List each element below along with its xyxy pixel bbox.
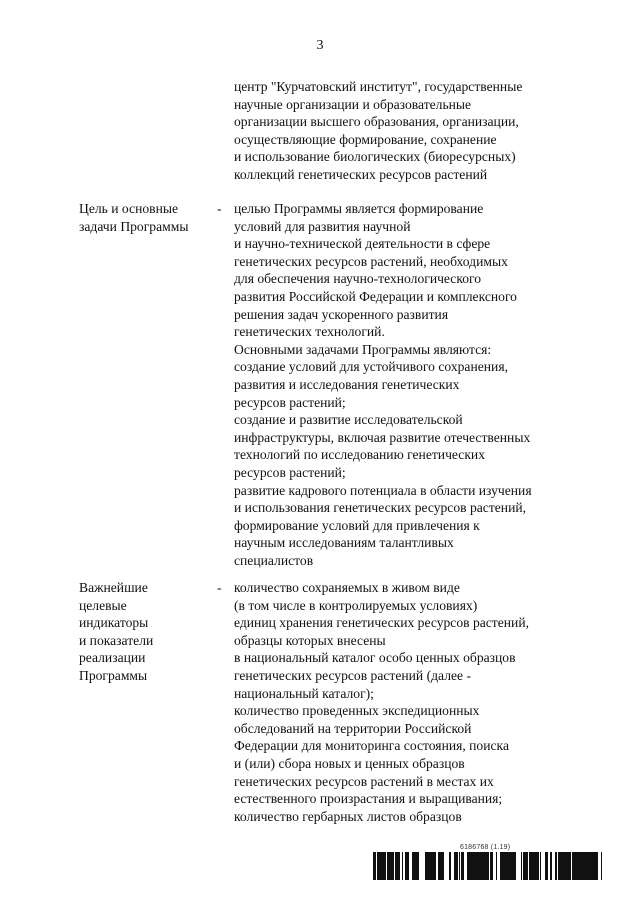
text-line: количество гербарных листов образцов bbox=[234, 808, 462, 824]
section-dash: - bbox=[217, 201, 222, 216]
page-number: 3 bbox=[316, 38, 324, 53]
label-line: Программы bbox=[79, 667, 148, 683]
text-line: обследований на территории Российской bbox=[234, 720, 472, 736]
text-line: единиц хранения генетических ресурсов растений, bbox=[234, 615, 530, 631]
text-line: организации высшего образования, организации, bbox=[234, 114, 519, 130]
text-line: технологий по исследованию генетических bbox=[234, 447, 485, 463]
text-line: образцы которых внесены bbox=[234, 632, 386, 648]
text-line: генетических технологий. bbox=[234, 324, 385, 340]
text-line: целью Программы является формирование bbox=[234, 201, 484, 216]
text-line: научные организации и образовательные bbox=[234, 96, 472, 112]
text-line: специалистов bbox=[234, 552, 314, 568]
text-line: и использования генетических ресурсов растений, bbox=[234, 500, 527, 516]
text-line: Федерации для мониторинга состояния, поиска bbox=[234, 738, 509, 754]
text-line: национальный каталог); bbox=[234, 685, 374, 701]
text-line: центр "Курчатовский институт", государственные bbox=[234, 79, 523, 94]
label-line: Важнейшие bbox=[79, 580, 148, 595]
intro-text-block bbox=[234, 78, 522, 184]
text-line: развитие кадрового потенциала в области изучения bbox=[234, 482, 532, 498]
text-line: инфраструктуры, включая развитие отечественных bbox=[234, 429, 531, 445]
section-dash: - bbox=[217, 580, 222, 595]
section-label-indicators bbox=[79, 579, 153, 685]
text-line: создание и развитие исследовательской bbox=[234, 412, 463, 428]
text-line: развития Российской Федерации и комплексного bbox=[234, 288, 517, 304]
text-line: количество сохраняемых в живом виде bbox=[234, 580, 460, 595]
text-line: условий для развития научной bbox=[234, 218, 411, 234]
text-line: генетических ресурсов растений в местах их bbox=[234, 773, 494, 789]
text-line: развития и исследования генетических bbox=[234, 376, 460, 392]
text-line: и (или) сбора новых и ценных образцов bbox=[234, 755, 465, 771]
text-line: научным исследованиям талантливых bbox=[234, 535, 454, 551]
text-line: осуществляющие формирование, сохранение bbox=[234, 131, 497, 147]
label-line: реализации bbox=[79, 650, 146, 666]
text-line: генетических ресурсов растений, необходимых bbox=[234, 253, 508, 269]
text-line: Основными задачами Программы являются: bbox=[234, 341, 492, 357]
text-line: формирование условий для привлечения к bbox=[234, 517, 480, 533]
text-line: в национальный каталог особо ценных образцов bbox=[234, 650, 516, 666]
text-line: ресурсов растений; bbox=[234, 464, 346, 480]
text-line: (в том числе в контролируемых условиях) bbox=[234, 597, 478, 613]
label-line: задачи Программы bbox=[79, 218, 189, 234]
text-line: генетических ресурсов растений (далее - bbox=[234, 667, 471, 683]
text-line: создание условий для устойчивого сохранения, bbox=[234, 359, 508, 375]
barcode-image bbox=[373, 852, 606, 880]
label-line: Цель и основные bbox=[79, 201, 179, 216]
section-content-goal bbox=[234, 200, 532, 569]
section-label-goal bbox=[79, 200, 188, 235]
text-line: ресурсов растений; bbox=[234, 394, 346, 410]
text-line: коллекций генетических ресурсов растений bbox=[234, 166, 488, 182]
text-line: решения задач ускоренного развития bbox=[234, 306, 449, 322]
document-code: 6186768 (1.19) bbox=[460, 844, 511, 851]
text-line: и научно-технической деятельности в сфере bbox=[234, 236, 491, 252]
text-line: естественного произрастания и выращивания; bbox=[234, 791, 503, 807]
label-line: индикаторы bbox=[79, 615, 149, 631]
label-line: и показатели bbox=[79, 632, 154, 648]
text-line: количество проведенных экспедиционных bbox=[234, 703, 480, 719]
text-line: для обеспечения научно-технологического bbox=[234, 271, 482, 287]
text-line: и использование биологических (биоресурсных) bbox=[234, 149, 516, 165]
section-content-indicators bbox=[234, 579, 529, 825]
label-line: целевые bbox=[79, 597, 127, 613]
